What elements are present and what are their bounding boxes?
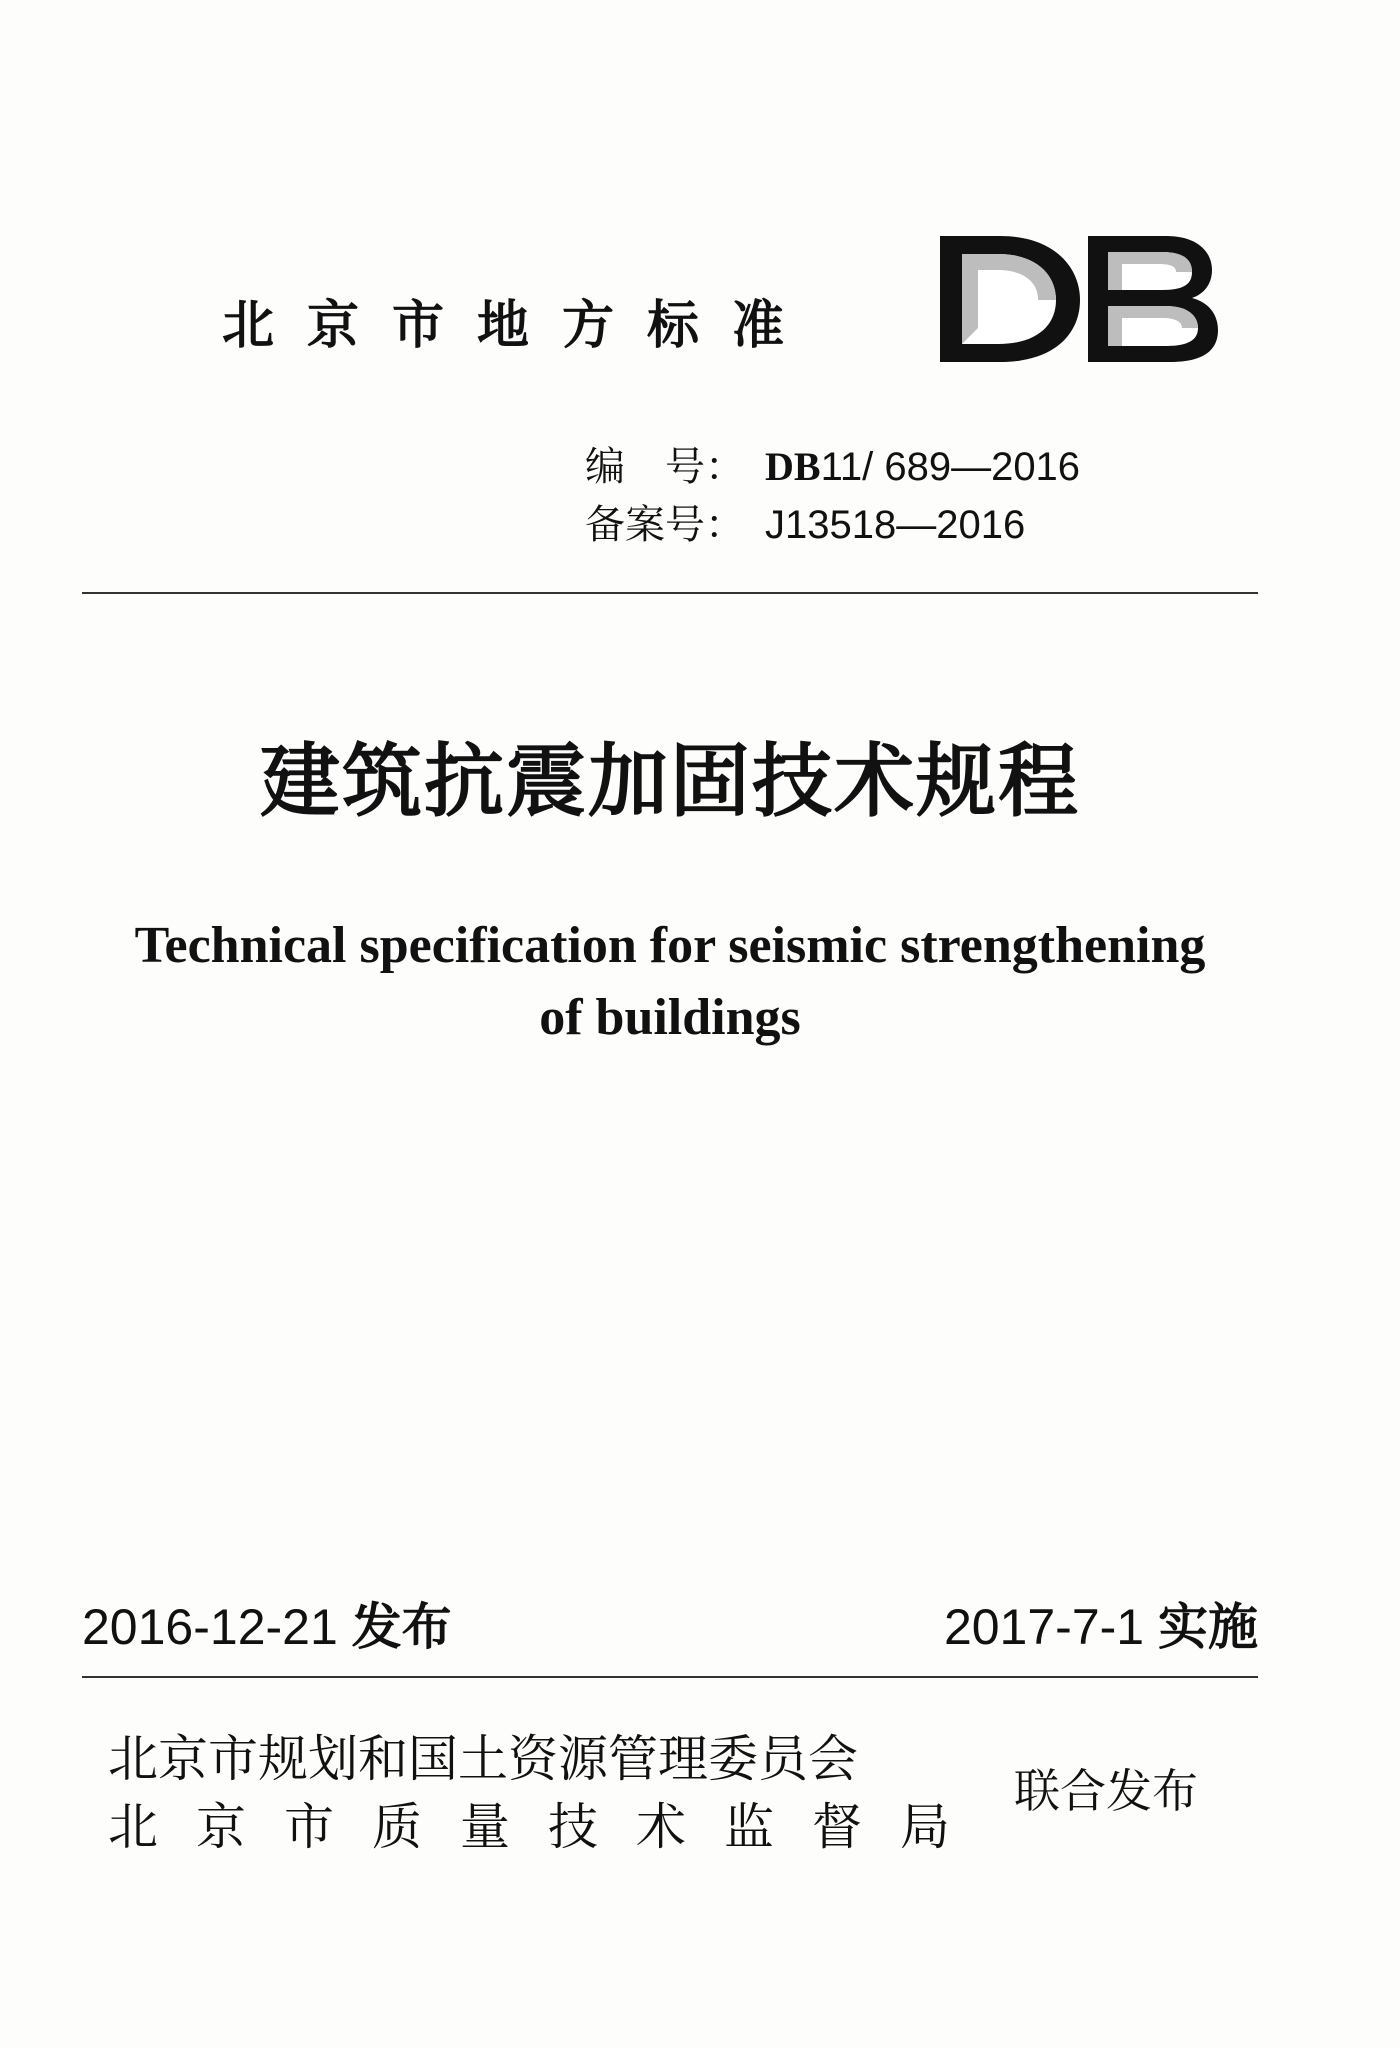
- bottom-divider: [82, 1676, 1258, 1678]
- db-logo-letter-d: [940, 236, 1080, 362]
- issue-date-value: 2016-12-21: [82, 1599, 338, 1655]
- db-logo: [930, 228, 1220, 368]
- top-divider: [82, 592, 1258, 594]
- issuer-quality-bureau: 北京市质量技术监督局: [108, 1798, 988, 1856]
- effective-date-value: 2017-7-1: [943, 1599, 1145, 1655]
- record-number-row: [585, 496, 1080, 554]
- record-number-label: 备案号：: [585, 502, 745, 548]
- issue-date: [82, 1598, 452, 1656]
- effective-date: [943, 1598, 1258, 1656]
- joint-issue-label: 联合发布: [1014, 1764, 1198, 1818]
- standard-number-prefix: DB: [765, 444, 821, 489]
- title-english: [40, 910, 1300, 1054]
- code-block: [585, 438, 1080, 554]
- standard-number-label: 编 号：: [585, 444, 745, 490]
- standard-number-rest: 11/ 689—2016: [820, 445, 1081, 489]
- title-english-line-1: Technical specification for seismic strengthening: [134, 917, 1206, 974]
- db-logo-letter-b: [1088, 236, 1218, 362]
- record-number-value: J13518—2016: [765, 503, 1026, 547]
- issue-date-label: 发布: [351, 1598, 452, 1656]
- effective-date-label: 实施: [1158, 1598, 1258, 1656]
- title-english-line-2: of buildings: [539, 989, 801, 1046]
- standard-type-heading: 北京市地方标准: [222, 296, 818, 356]
- standard-number-value: [765, 445, 1080, 489]
- title-chinese: 建筑抗震加固技术规程: [260, 735, 1080, 828]
- standard-number-row: [585, 438, 1080, 496]
- issuer-planning-commission: 北京市规划和国土资源管理委员会: [108, 1730, 858, 1788]
